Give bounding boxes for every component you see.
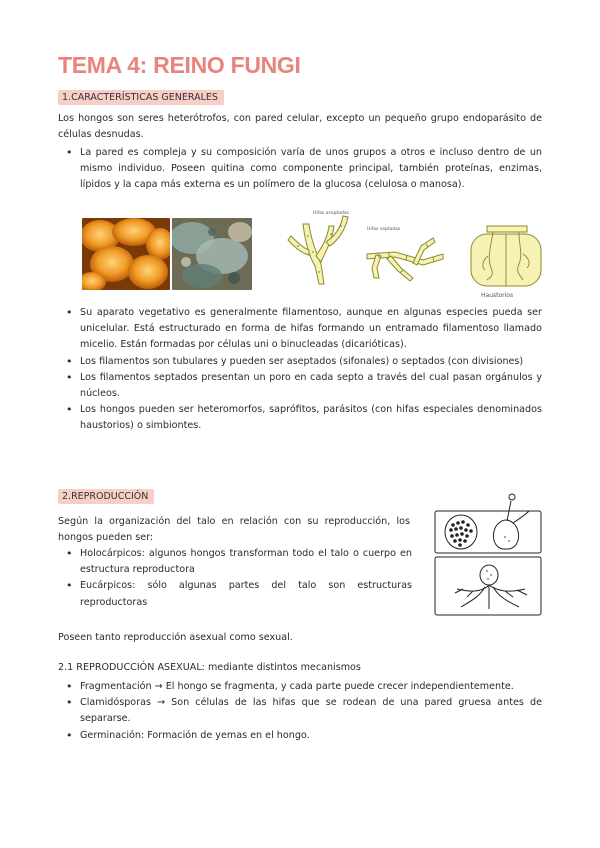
list-item: • Holocárpicos: algunos hongos transforman todo el talo o cuerpo en estructura reproductora [62, 546, 412, 578]
list-item: • Fragmentación → El hongo se fragmenta, y cada parte puede crecer independientemente. [62, 679, 542, 695]
section1-intro: Los hongos son seres heterótrofos, con pared celular, excepto un pequeño grupo endoparásito de células desnudas. [58, 113, 542, 141]
list-item: • Los hongos pueden ser heteromorfos, saprófitos, parásitos (con hifas especiales denominados haustorios) o simbiontes. [62, 402, 542, 434]
list-item: • Eucárpicos: sólo algunas partes del talo son estructuras reproductoras [62, 578, 412, 610]
asexual-subheading: 2.1 REPRODUCCIÓN ASEXUAL: mediante distintos mecanismos [58, 662, 361, 673]
section1-wall-list [62, 145, 542, 194]
reproduction-types-text: Poseen tanto reproducción asexual como sexual. [58, 632, 293, 643]
section2-bullets [62, 546, 412, 611]
label-hifas-septadas: Hifas septadas [367, 227, 401, 232]
list-item: • Clamidósporas → Son células de las hifas que se rodean de una pared gruesa antes de separarse. [62, 695, 542, 727]
hyphae-illustration [283, 206, 548, 298]
section1-bullets [62, 305, 542, 435]
section-heading-reproduccion: 2.REPRODUCCIÓN [58, 489, 154, 504]
list-item: • Los filamentos septados presentan un poro en cada septo a través del cual pasan orgánulos y núcleos. [62, 370, 542, 402]
fungi-photo-orange [82, 218, 170, 290]
list-item: • La pared es compleja y su composición varía de unos grupos a otros e incluso dentro de un mismo individuo. Poseen quitina como componente principal, también proteínas, enzimas, lípidos y la capa más externa es un polímero de la glucosa (celulosa o manosa). [62, 145, 542, 194]
asexual-bullets [62, 679, 542, 744]
reproduction-illustration [433, 489, 545, 617]
list-item: • Los filamentos son tubulares y pueden ser aseptados (sifonales) o septados (con divisiones) [62, 354, 542, 370]
label-haustorios: Haustorios [481, 292, 514, 298]
section-heading-caracteristicas: 1.CARACTERÍSTICAS GENERALES [58, 90, 224, 105]
fungi-photo-mold [172, 218, 252, 290]
section2-intro: Según la organización del talo en relación con su reproducción, los hongos pueden ser: [58, 516, 410, 544]
list-item: • Germinación: Formación de yemas en el hongo. [62, 728, 542, 744]
label-hifas-aseptadas: Hifas aseptadas [313, 211, 349, 216]
page-title: TEMA 4: REINO FUNGI [58, 52, 301, 78]
list-item: • Su aparato vegetativo es generalmente filamentoso, aunque en algunas especies pueda ser unicelular. Está estructurado en forma de hifas formando un entramado filamentoso llamado micelio. Están formadas por células uni o binucleadas (dicarióticas). [62, 305, 542, 354]
